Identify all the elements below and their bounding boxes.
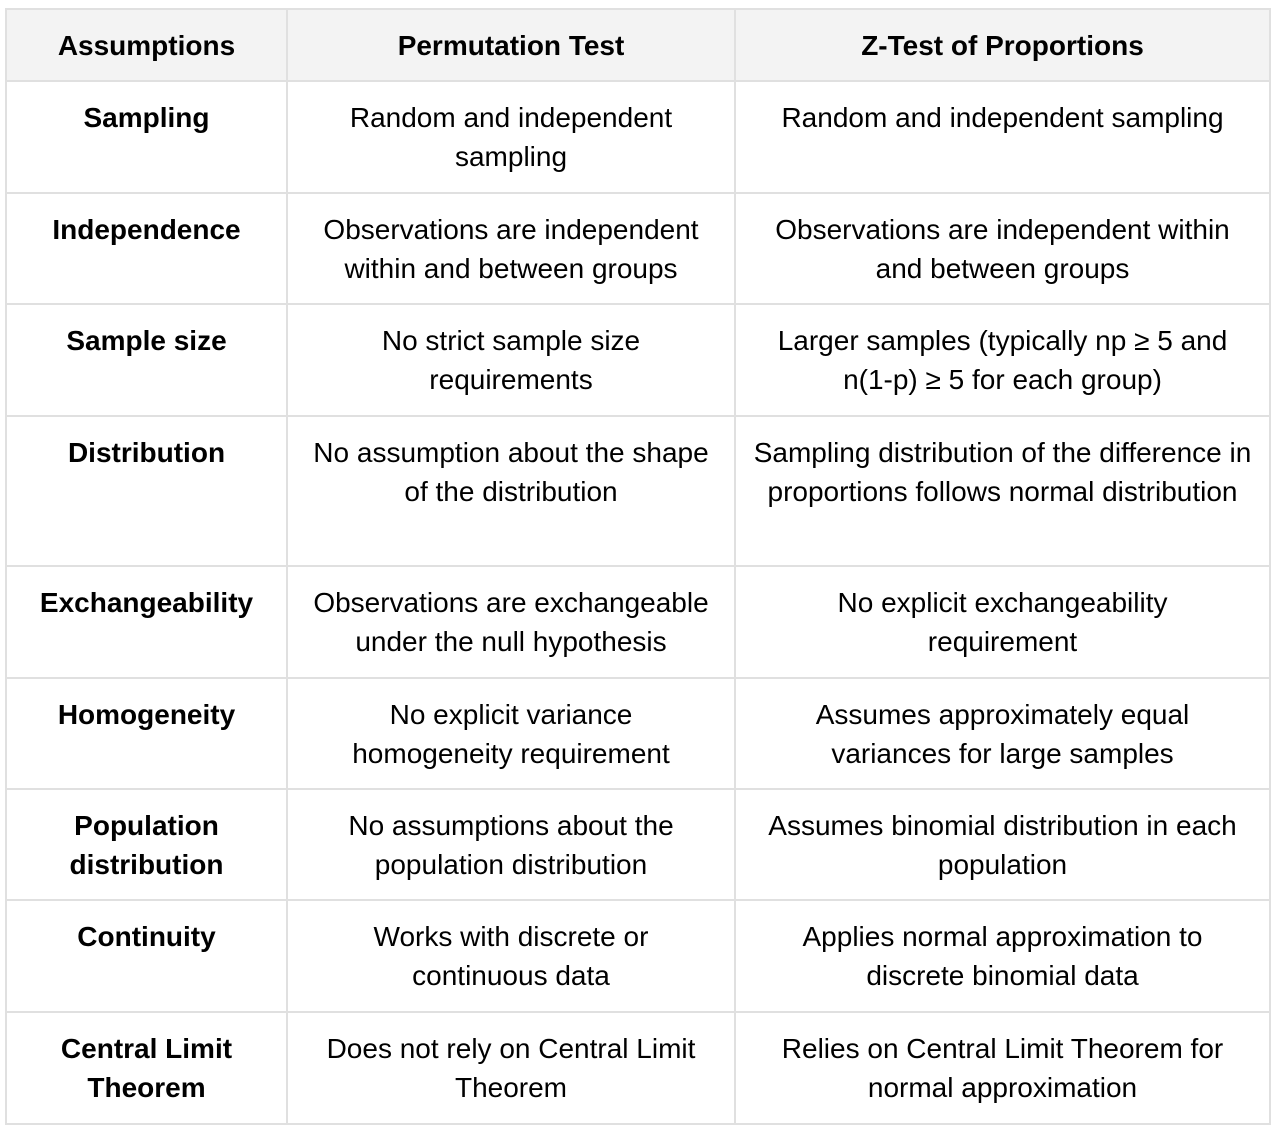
row-label: Independence — [6, 193, 287, 304]
permutation-cell: No assumption about the shape of the distribution — [287, 416, 735, 566]
table-row — [6, 304, 1270, 416]
ztest-cell: Assumes approximately equal variances for large samples — [735, 678, 1270, 789]
permutation-cell: No assumptions about the population distribution — [287, 789, 735, 900]
header-permutation-test: Permutation Test — [287, 9, 735, 81]
ztest-cell: No explicit exchangeability requirement — [735, 566, 1270, 678]
table-row — [6, 678, 1270, 789]
table-row — [6, 1012, 1270, 1124]
permutation-cell: No explicit variance homogeneity requirement — [287, 678, 735, 789]
permutation-cell: Random and independent sampling — [287, 81, 735, 193]
table-header — [6, 9, 1270, 81]
header-assumptions: Assumptions — [6, 9, 287, 81]
permutation-cell: Observations are independent within and between groups — [287, 193, 735, 304]
table-body — [6, 81, 1270, 1124]
header-row — [6, 9, 1270, 81]
row-label: Exchangeability — [6, 566, 287, 678]
table-row — [6, 566, 1270, 678]
row-label: Population distribution — [6, 789, 287, 900]
permutation-cell: Does not rely on Central Limit Theorem — [287, 1012, 735, 1124]
permutation-cell: No strict sample size requirements — [287, 304, 735, 416]
ztest-cell: Relies on Central Limit Theorem for normal approximation — [735, 1012, 1270, 1124]
table-row — [6, 900, 1270, 1012]
assumptions-comparison-table — [5, 8, 1271, 1125]
table-row — [6, 416, 1270, 566]
permutation-cell: Observations are exchangeable under the null hypothesis — [287, 566, 735, 678]
comparison-table-container — [5, 8, 1269, 1125]
header-z-test-of-proportions: Z-Test of Proportions — [735, 9, 1270, 81]
row-label: Sample size — [6, 304, 287, 416]
permutation-cell: Works with discrete or continuous data — [287, 900, 735, 1012]
row-label: Central Limit Theorem — [6, 1012, 287, 1124]
table-row — [6, 789, 1270, 900]
ztest-cell: Larger samples (typically np ≥ 5 and n(1-p) ≥ 5 for each group) — [735, 304, 1270, 416]
row-label: Distribution — [6, 416, 287, 566]
row-label: Homogeneity — [6, 678, 287, 789]
table-row — [6, 193, 1270, 304]
ztest-cell: Sampling distribution of the difference in proportions follows normal distribution — [735, 416, 1270, 566]
row-label: Continuity — [6, 900, 287, 1012]
row-label: Sampling — [6, 81, 287, 193]
table-row — [6, 81, 1270, 193]
ztest-cell: Assumes binomial distribution in each population — [735, 789, 1270, 900]
ztest-cell: Random and independent sampling — [735, 81, 1270, 193]
ztest-cell: Observations are independent within and between groups — [735, 193, 1270, 304]
ztest-cell: Applies normal approximation to discrete binomial data — [735, 900, 1270, 1012]
